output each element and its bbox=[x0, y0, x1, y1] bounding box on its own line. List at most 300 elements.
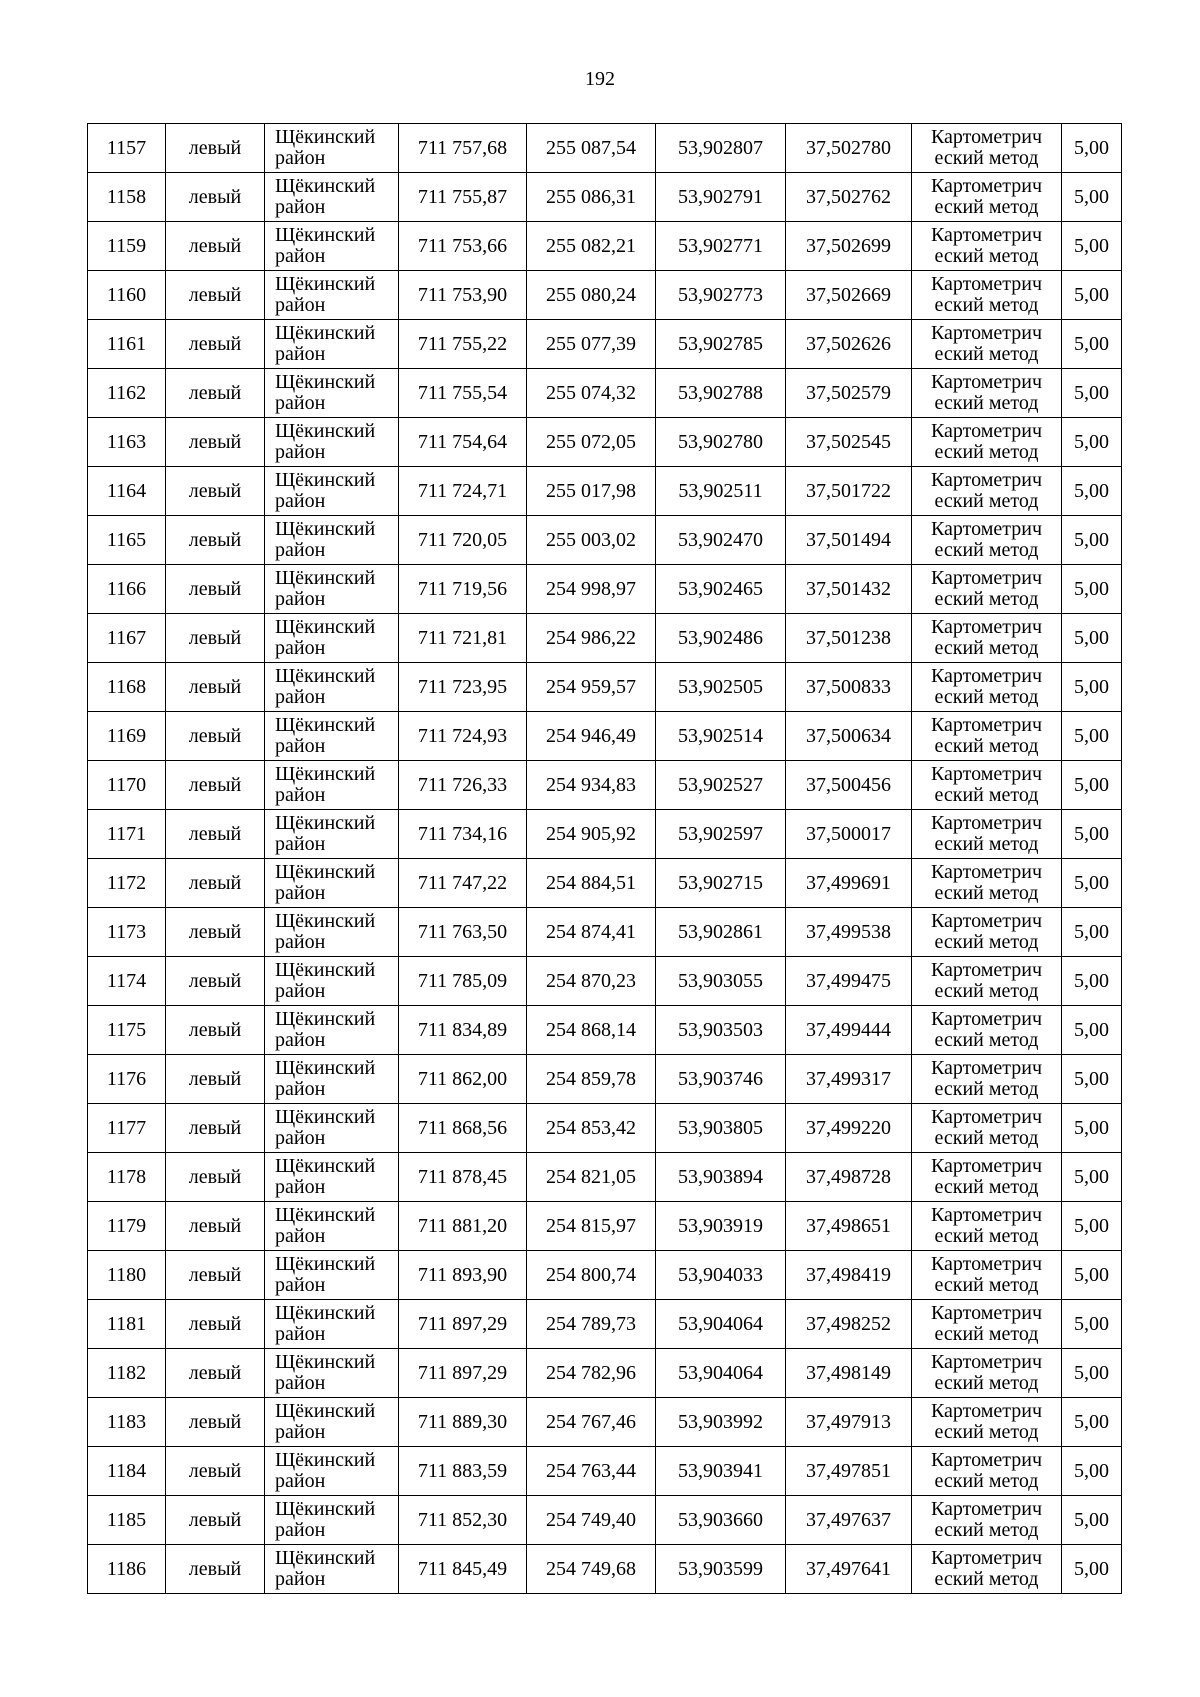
latitude: 53,903941 bbox=[656, 1447, 786, 1496]
table-row bbox=[88, 369, 1122, 418]
district-line-2: район bbox=[275, 784, 326, 806]
longitude: 37,500456 bbox=[786, 761, 912, 810]
y-coordinate: 255 080,24 bbox=[527, 271, 656, 320]
longitude: 37,498252 bbox=[786, 1300, 912, 1349]
latitude: 53,902597 bbox=[656, 810, 786, 859]
accuracy: 5,00 bbox=[1062, 1398, 1122, 1447]
longitude: 37,500017 bbox=[786, 810, 912, 859]
method-line-2: еский метод bbox=[934, 1176, 1039, 1198]
longitude: 37,498728 bbox=[786, 1153, 912, 1202]
method-line-1: Картометрич bbox=[930, 665, 1043, 687]
x-coordinate: 711 755,22 bbox=[399, 320, 527, 369]
method-line-1: Картометрич bbox=[930, 1400, 1043, 1422]
x-coordinate: 711 785,09 bbox=[399, 957, 527, 1006]
point-number: 1157 bbox=[88, 124, 166, 173]
side-cell: левый bbox=[166, 222, 265, 271]
y-coordinate: 254 782,96 bbox=[527, 1349, 656, 1398]
longitude: 37,498419 bbox=[786, 1251, 912, 1300]
point-number: 1182 bbox=[88, 1349, 166, 1398]
x-coordinate: 711 754,64 bbox=[399, 418, 527, 467]
method-line-1: Картометрич bbox=[930, 1106, 1043, 1128]
district-cell bbox=[265, 418, 399, 467]
method-line-1: Картометрич bbox=[930, 322, 1043, 344]
latitude: 53,904064 bbox=[656, 1300, 786, 1349]
y-coordinate: 254 934,83 bbox=[527, 761, 656, 810]
latitude: 53,903055 bbox=[656, 957, 786, 1006]
x-coordinate: 711 747,22 bbox=[399, 859, 527, 908]
side-cell: левый bbox=[166, 761, 265, 810]
district-cell bbox=[265, 859, 399, 908]
point-number: 1185 bbox=[88, 1496, 166, 1545]
method-cell bbox=[912, 614, 1062, 663]
method-cell bbox=[912, 1545, 1062, 1594]
y-coordinate: 255 017,98 bbox=[527, 467, 656, 516]
side-cell: левый bbox=[166, 957, 265, 1006]
district-line-2: район bbox=[275, 441, 326, 463]
district-line-2: район bbox=[275, 294, 326, 316]
side-cell: левый bbox=[166, 1055, 265, 1104]
y-coordinate: 254 959,57 bbox=[527, 663, 656, 712]
method-line-2: еский метод bbox=[934, 441, 1039, 463]
accuracy: 5,00 bbox=[1062, 1104, 1122, 1153]
method-line-2: еский метод bbox=[934, 1372, 1039, 1394]
district-line-2: район bbox=[275, 882, 326, 904]
district-line-1: Щёкинский bbox=[275, 273, 376, 295]
district-cell bbox=[265, 271, 399, 320]
method-cell bbox=[912, 1006, 1062, 1055]
point-number: 1161 bbox=[88, 320, 166, 369]
table-row bbox=[88, 663, 1122, 712]
y-coordinate: 254 859,78 bbox=[527, 1055, 656, 1104]
y-coordinate: 254 853,42 bbox=[527, 1104, 656, 1153]
point-number: 1181 bbox=[88, 1300, 166, 1349]
district-line-1: Щёкинский bbox=[275, 910, 376, 932]
accuracy: 5,00 bbox=[1062, 516, 1122, 565]
longitude: 37,499444 bbox=[786, 1006, 912, 1055]
y-coordinate: 255 077,39 bbox=[527, 320, 656, 369]
side-cell: левый bbox=[166, 1006, 265, 1055]
method-cell bbox=[912, 957, 1062, 1006]
district-line-2: район bbox=[275, 1519, 326, 1541]
district-line-1: Щёкинский bbox=[275, 714, 376, 736]
point-number: 1164 bbox=[88, 467, 166, 516]
side-cell: левый bbox=[166, 1104, 265, 1153]
district-cell bbox=[265, 173, 399, 222]
method-line-2: еский метод bbox=[934, 1568, 1039, 1590]
district-cell bbox=[265, 1251, 399, 1300]
district-line-2: район bbox=[275, 539, 326, 561]
y-coordinate: 254 868,14 bbox=[527, 1006, 656, 1055]
longitude: 37,499475 bbox=[786, 957, 912, 1006]
table-row bbox=[88, 761, 1122, 810]
longitude: 37,498149 bbox=[786, 1349, 912, 1398]
point-number: 1169 bbox=[88, 712, 166, 761]
y-coordinate: 254 767,46 bbox=[527, 1398, 656, 1447]
district-line-1: Щёкинский bbox=[275, 1449, 376, 1471]
longitude: 37,497913 bbox=[786, 1398, 912, 1447]
latitude: 53,902486 bbox=[656, 614, 786, 663]
method-line-2: еский метод bbox=[934, 637, 1039, 659]
longitude: 37,497637 bbox=[786, 1496, 912, 1545]
latitude: 53,904064 bbox=[656, 1349, 786, 1398]
latitude: 53,903746 bbox=[656, 1055, 786, 1104]
coordinates-table bbox=[87, 123, 1122, 1594]
accuracy: 5,00 bbox=[1062, 1055, 1122, 1104]
method-line-2: еский метод bbox=[934, 1127, 1039, 1149]
side-cell: левый bbox=[166, 1447, 265, 1496]
method-cell bbox=[912, 369, 1062, 418]
y-coordinate: 255 087,54 bbox=[527, 124, 656, 173]
district-cell bbox=[265, 1104, 399, 1153]
method-line-2: еский метод bbox=[934, 1519, 1039, 1541]
point-number: 1166 bbox=[88, 565, 166, 614]
point-number: 1179 bbox=[88, 1202, 166, 1251]
district-line-2: район bbox=[275, 637, 326, 659]
accuracy: 5,00 bbox=[1062, 908, 1122, 957]
district-line-2: район bbox=[275, 1274, 326, 1296]
method-line-2: еский метод bbox=[934, 245, 1039, 267]
accuracy: 5,00 bbox=[1062, 1300, 1122, 1349]
latitude: 53,902861 bbox=[656, 908, 786, 957]
method-line-2: еский метод bbox=[934, 882, 1039, 904]
method-line-1: Картометрич bbox=[930, 1253, 1043, 1275]
accuracy: 5,00 bbox=[1062, 271, 1122, 320]
district-line-1: Щёкинский bbox=[275, 1400, 376, 1422]
method-line-1: Картометрич bbox=[930, 1351, 1043, 1373]
district-line-1: Щёкинский bbox=[275, 420, 376, 442]
x-coordinate: 711 755,87 bbox=[399, 173, 527, 222]
longitude: 37,502669 bbox=[786, 271, 912, 320]
district-line-1: Щёкинский bbox=[275, 322, 376, 344]
latitude: 53,902785 bbox=[656, 320, 786, 369]
x-coordinate: 711 897,29 bbox=[399, 1300, 527, 1349]
method-line-2: еский метод bbox=[934, 147, 1039, 169]
accuracy: 5,00 bbox=[1062, 957, 1122, 1006]
method-line-1: Картометрич bbox=[930, 763, 1043, 785]
latitude: 53,903660 bbox=[656, 1496, 786, 1545]
latitude: 53,902465 bbox=[656, 565, 786, 614]
method-cell bbox=[912, 222, 1062, 271]
method-cell bbox=[912, 173, 1062, 222]
method-line-1: Картометрич bbox=[930, 224, 1043, 246]
side-cell: левый bbox=[166, 810, 265, 859]
accuracy: 5,00 bbox=[1062, 761, 1122, 810]
latitude: 53,902470 bbox=[656, 516, 786, 565]
district-line-2: район bbox=[275, 588, 326, 610]
method-cell bbox=[912, 1300, 1062, 1349]
accuracy: 5,00 bbox=[1062, 1447, 1122, 1496]
method-line-1: Картометрич bbox=[930, 371, 1043, 393]
table-row bbox=[88, 957, 1122, 1006]
method-line-1: Картометрич bbox=[930, 469, 1043, 491]
method-cell bbox=[912, 712, 1062, 761]
latitude: 53,903919 bbox=[656, 1202, 786, 1251]
method-cell bbox=[912, 1447, 1062, 1496]
method-line-2: еский метод bbox=[934, 980, 1039, 1002]
accuracy: 5,00 bbox=[1062, 1202, 1122, 1251]
y-coordinate: 254 946,49 bbox=[527, 712, 656, 761]
x-coordinate: 711 868,56 bbox=[399, 1104, 527, 1153]
y-coordinate: 254 884,51 bbox=[527, 859, 656, 908]
district-cell bbox=[265, 908, 399, 957]
point-number: 1170 bbox=[88, 761, 166, 810]
point-number: 1158 bbox=[88, 173, 166, 222]
side-cell: левый bbox=[166, 467, 265, 516]
method-line-2: еский метод bbox=[934, 931, 1039, 953]
point-number: 1167 bbox=[88, 614, 166, 663]
district-line-1: Щёкинский bbox=[275, 371, 376, 393]
district-line-1: Щёкинский bbox=[275, 1351, 376, 1373]
method-cell bbox=[912, 467, 1062, 516]
district-cell bbox=[265, 614, 399, 663]
latitude: 53,903503 bbox=[656, 1006, 786, 1055]
district-line-2: район bbox=[275, 392, 326, 414]
y-coordinate: 254 870,23 bbox=[527, 957, 656, 1006]
method-line-2: еский метод bbox=[934, 784, 1039, 806]
y-coordinate: 254 815,97 bbox=[527, 1202, 656, 1251]
method-line-2: еский метод bbox=[934, 196, 1039, 218]
side-cell: левый bbox=[166, 1398, 265, 1447]
method-line-1: Картометрич bbox=[930, 1057, 1043, 1079]
method-line-1: Картометрич bbox=[930, 126, 1043, 148]
district-line-1: Щёкинский bbox=[275, 861, 376, 883]
method-line-1: Картометрич bbox=[930, 910, 1043, 932]
y-coordinate: 254 800,74 bbox=[527, 1251, 656, 1300]
method-cell bbox=[912, 565, 1062, 614]
point-number: 1176 bbox=[88, 1055, 166, 1104]
district-cell bbox=[265, 1202, 399, 1251]
latitude: 53,902807 bbox=[656, 124, 786, 173]
method-line-1: Картометрич bbox=[930, 1155, 1043, 1177]
table-row bbox=[88, 1300, 1122, 1349]
side-cell: левый bbox=[166, 565, 265, 614]
method-cell bbox=[912, 418, 1062, 467]
accuracy: 5,00 bbox=[1062, 1545, 1122, 1594]
latitude: 53,902771 bbox=[656, 222, 786, 271]
method-cell bbox=[912, 1104, 1062, 1153]
accuracy: 5,00 bbox=[1062, 859, 1122, 908]
point-number: 1186 bbox=[88, 1545, 166, 1594]
side-cell: левый bbox=[166, 663, 265, 712]
accuracy: 5,00 bbox=[1062, 663, 1122, 712]
method-cell bbox=[912, 810, 1062, 859]
method-cell bbox=[912, 908, 1062, 957]
x-coordinate: 711 889,30 bbox=[399, 1398, 527, 1447]
latitude: 53,902514 bbox=[656, 712, 786, 761]
district-line-1: Щёкинский bbox=[275, 126, 376, 148]
district-cell bbox=[265, 957, 399, 1006]
side-cell: левый bbox=[166, 1251, 265, 1300]
district-line-2: район bbox=[275, 1078, 326, 1100]
district-line-2: район bbox=[275, 1421, 326, 1443]
latitude: 53,902780 bbox=[656, 418, 786, 467]
table-row bbox=[88, 173, 1122, 222]
method-line-2: еский метод bbox=[934, 1323, 1039, 1345]
method-line-2: еский метод bbox=[934, 735, 1039, 757]
y-coordinate: 255 074,32 bbox=[527, 369, 656, 418]
y-coordinate: 254 749,40 bbox=[527, 1496, 656, 1545]
district-line-2: район bbox=[275, 196, 326, 218]
method-line-2: еский метод bbox=[934, 1470, 1039, 1492]
accuracy: 5,00 bbox=[1062, 565, 1122, 614]
accuracy: 5,00 bbox=[1062, 1251, 1122, 1300]
latitude: 53,903805 bbox=[656, 1104, 786, 1153]
district-cell bbox=[265, 1398, 399, 1447]
x-coordinate: 711 893,90 bbox=[399, 1251, 527, 1300]
accuracy: 5,00 bbox=[1062, 1349, 1122, 1398]
district-line-1: Щёкинский bbox=[275, 665, 376, 687]
point-number: 1162 bbox=[88, 369, 166, 418]
accuracy: 5,00 bbox=[1062, 1496, 1122, 1545]
district-cell bbox=[265, 1153, 399, 1202]
district-cell bbox=[265, 369, 399, 418]
method-line-1: Картометрич bbox=[930, 616, 1043, 638]
x-coordinate: 711 897,29 bbox=[399, 1349, 527, 1398]
y-coordinate: 254 749,68 bbox=[527, 1545, 656, 1594]
x-coordinate: 711 845,49 bbox=[399, 1545, 527, 1594]
district-line-2: район bbox=[275, 735, 326, 757]
method-line-2: еский метод bbox=[934, 392, 1039, 414]
point-number: 1174 bbox=[88, 957, 166, 1006]
latitude: 53,902788 bbox=[656, 369, 786, 418]
district-line-1: Щёкинский bbox=[275, 1106, 376, 1128]
district-cell bbox=[265, 565, 399, 614]
side-cell: левый bbox=[166, 271, 265, 320]
district-cell bbox=[265, 516, 399, 565]
y-coordinate: 254 905,92 bbox=[527, 810, 656, 859]
district-line-2: район bbox=[275, 931, 326, 953]
x-coordinate: 711 726,33 bbox=[399, 761, 527, 810]
x-coordinate: 711 721,81 bbox=[399, 614, 527, 663]
method-line-1: Картометрич bbox=[930, 518, 1043, 540]
district-line-1: Щёкинский bbox=[275, 1008, 376, 1030]
table-row bbox=[88, 467, 1122, 516]
method-line-2: еский метод bbox=[934, 1225, 1039, 1247]
longitude: 37,501238 bbox=[786, 614, 912, 663]
table-body bbox=[88, 124, 1122, 1594]
longitude: 37,502762 bbox=[786, 173, 912, 222]
x-coordinate: 711 878,45 bbox=[399, 1153, 527, 1202]
point-number: 1159 bbox=[88, 222, 166, 271]
method-line-1: Картометрич bbox=[930, 175, 1043, 197]
table-row bbox=[88, 1545, 1122, 1594]
table-row bbox=[88, 320, 1122, 369]
district-line-1: Щёкинский bbox=[275, 469, 376, 491]
table-row bbox=[88, 1006, 1122, 1055]
table-row bbox=[88, 908, 1122, 957]
district-line-1: Щёкинский bbox=[275, 175, 376, 197]
x-coordinate: 711 723,95 bbox=[399, 663, 527, 712]
table-row bbox=[88, 859, 1122, 908]
method-cell bbox=[912, 1251, 1062, 1300]
table-row bbox=[88, 1398, 1122, 1447]
district-line-2: район bbox=[275, 147, 326, 169]
method-cell bbox=[912, 1153, 1062, 1202]
district-line-1: Щёкинский bbox=[275, 1498, 376, 1520]
y-coordinate: 254 763,44 bbox=[527, 1447, 656, 1496]
method-line-2: еский метод bbox=[934, 588, 1039, 610]
side-cell: левый bbox=[166, 1300, 265, 1349]
district-line-2: район bbox=[275, 833, 326, 855]
point-number: 1160 bbox=[88, 271, 166, 320]
method-cell bbox=[912, 320, 1062, 369]
method-line-2: еский метод bbox=[934, 343, 1039, 365]
method-line-2: еский метод bbox=[934, 490, 1039, 512]
y-coordinate: 255 003,02 bbox=[527, 516, 656, 565]
latitude: 53,902791 bbox=[656, 173, 786, 222]
district-cell bbox=[265, 124, 399, 173]
method-line-1: Картометрич bbox=[930, 861, 1043, 883]
accuracy: 5,00 bbox=[1062, 467, 1122, 516]
x-coordinate: 711 755,54 bbox=[399, 369, 527, 418]
y-coordinate: 255 082,21 bbox=[527, 222, 656, 271]
table-row bbox=[88, 1104, 1122, 1153]
latitude: 53,903599 bbox=[656, 1545, 786, 1594]
method-line-1: Картометрич bbox=[930, 1498, 1043, 1520]
accuracy: 5,00 bbox=[1062, 810, 1122, 859]
district-cell bbox=[265, 1545, 399, 1594]
side-cell: левый bbox=[166, 418, 265, 467]
table-row bbox=[88, 810, 1122, 859]
side-cell: левый bbox=[166, 614, 265, 663]
longitude: 37,502699 bbox=[786, 222, 912, 271]
method-line-1: Картометрич bbox=[930, 714, 1043, 736]
method-cell bbox=[912, 1349, 1062, 1398]
district-line-1: Щёкинский bbox=[275, 1253, 376, 1275]
side-cell: левый bbox=[166, 516, 265, 565]
district-line-1: Щёкинский bbox=[275, 1057, 376, 1079]
side-cell: левый bbox=[166, 908, 265, 957]
longitude: 37,501494 bbox=[786, 516, 912, 565]
method-cell bbox=[912, 761, 1062, 810]
latitude: 53,902527 bbox=[656, 761, 786, 810]
table-row bbox=[88, 712, 1122, 761]
district-line-2: район bbox=[275, 1176, 326, 1198]
side-cell: левый bbox=[166, 1349, 265, 1398]
method-line-2: еский метод bbox=[934, 294, 1039, 316]
district-line-1: Щёкинский bbox=[275, 959, 376, 981]
method-line-1: Картометрич bbox=[930, 1302, 1043, 1324]
x-coordinate: 711 757,68 bbox=[399, 124, 527, 173]
method-line-1: Картометрич bbox=[930, 1204, 1043, 1226]
district-line-1: Щёкинский bbox=[275, 616, 376, 638]
longitude: 37,499317 bbox=[786, 1055, 912, 1104]
y-coordinate: 254 874,41 bbox=[527, 908, 656, 957]
y-coordinate: 254 789,73 bbox=[527, 1300, 656, 1349]
district-cell bbox=[265, 1496, 399, 1545]
longitude: 37,499691 bbox=[786, 859, 912, 908]
point-number: 1183 bbox=[88, 1398, 166, 1447]
side-cell: левый bbox=[166, 320, 265, 369]
latitude: 53,903894 bbox=[656, 1153, 786, 1202]
district-cell bbox=[265, 712, 399, 761]
method-cell bbox=[912, 1055, 1062, 1104]
method-cell bbox=[912, 663, 1062, 712]
method-line-1: Картометрич bbox=[930, 273, 1043, 295]
accuracy: 5,00 bbox=[1062, 369, 1122, 418]
y-coordinate: 254 998,97 bbox=[527, 565, 656, 614]
longitude: 37,498651 bbox=[786, 1202, 912, 1251]
district-line-2: район bbox=[275, 1029, 326, 1051]
table-row bbox=[88, 222, 1122, 271]
latitude: 53,902505 bbox=[656, 663, 786, 712]
district-line-1: Щёкинский bbox=[275, 518, 376, 540]
accuracy: 5,00 bbox=[1062, 320, 1122, 369]
district-cell bbox=[265, 320, 399, 369]
y-coordinate: 254 821,05 bbox=[527, 1153, 656, 1202]
point-number: 1177 bbox=[88, 1104, 166, 1153]
district-line-2: район bbox=[275, 245, 326, 267]
